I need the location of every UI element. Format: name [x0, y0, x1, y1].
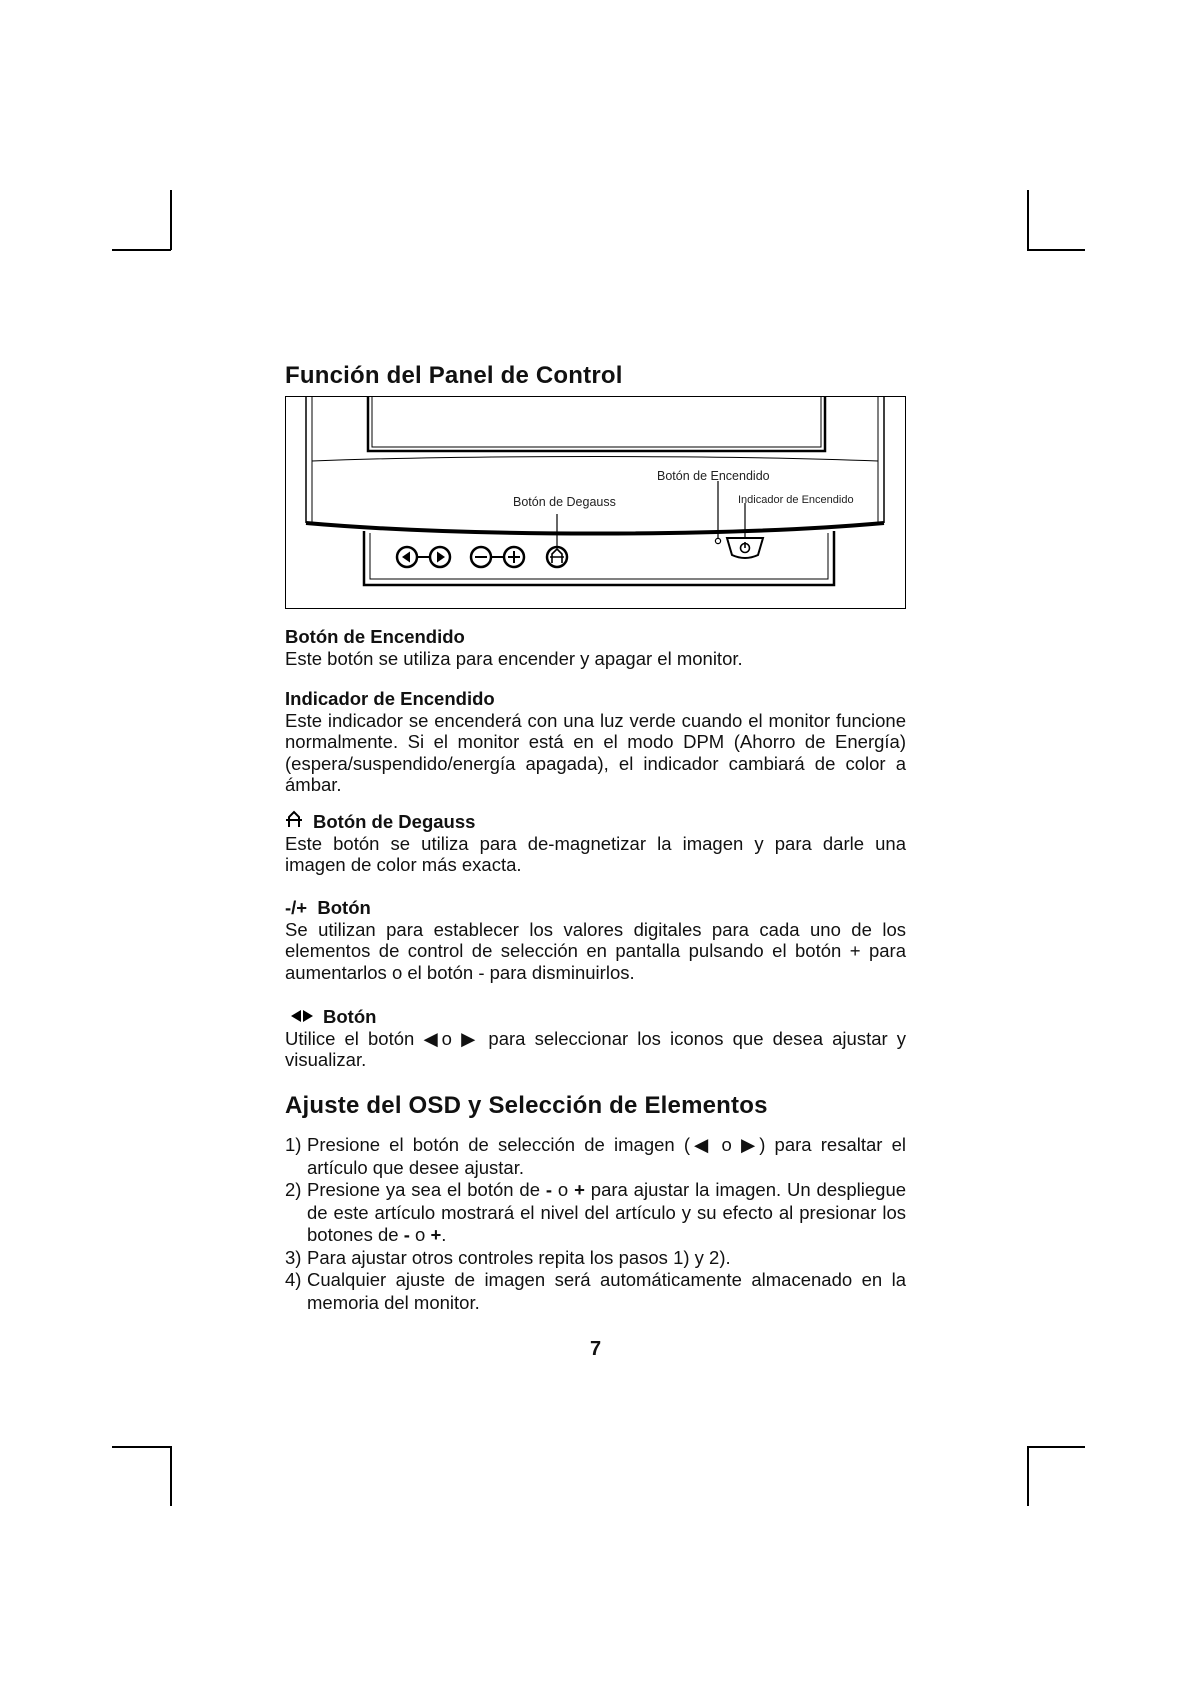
section-body: Se utilizan para establecer los valores digitales para cada uno de los elementos de control de selección en pantalla pulsando el botón + para aumentarlos o el botón - para disminuirlos.	[285, 918, 906, 983]
list-item: 2) Presione ya sea el botón de - o + para ajustar la imagen. Un despliegue de este artículo mostrará el nivel del artículo y su efecto al presionar los botones de - o +.	[285, 1179, 907, 1245]
section-body: Este indicador se encenderá con una luz verde cuando el monitor funcione normalmente. Si el monitor está en el modo DPM (Ahorro de Energía) (espera/suspendido/energía apagada), el indicador cambiará de color a ámbar.	[285, 709, 906, 795]
right-triangle-icon: ▶	[461, 1027, 480, 1049]
degauss-button	[547, 547, 567, 567]
list-item: 4) Cualquier ajuste de imagen será automáticamente almacenado en la memoria del monitor.	[285, 1269, 906, 1313]
section-body: Utilice el botón ◀o ▶ para seleccionar los iconos que desea ajustar y visualizar.	[285, 1027, 907, 1070]
section-body: Este botón se utiliza para encender y apagar el monitor.	[285, 647, 743, 669]
label-power-indicator: Indicador de Encendido	[738, 494, 854, 506]
left-right-arrows-icon	[291, 1006, 313, 1028]
crop-mark-bottom-left-h	[112, 1446, 171, 1448]
crop-mark-bottom-left-v	[170, 1446, 172, 1506]
label-power-button: Botón de Encendido	[657, 469, 770, 483]
section-title: Botón de Degauss	[313, 810, 476, 832]
left-triangle-icon: ◀	[423, 1027, 442, 1049]
right-triangle-icon: ▶	[740, 1134, 760, 1155]
section-body: Este botón se utiliza para de-magnetizar la imagen y para darle una imagen de color más exacta.	[285, 832, 906, 875]
section-title: Botón	[323, 1006, 377, 1027]
section-power-button	[285, 626, 906, 669]
crop-mark-bottom-right-v	[1027, 1446, 1029, 1506]
crop-mark-bottom-right-h	[1027, 1446, 1085, 1448]
degauss-icon	[285, 810, 303, 833]
heading-osd: Ajuste del OSD y Selección de Elementos	[285, 1092, 768, 1119]
list-item: 3) Para ajustar otros controles repita los pasos 1) y 2).	[285, 1246, 731, 1268]
page-number: 7	[589, 1338, 602, 1360]
crop-mark-top-left-v	[170, 190, 172, 250]
section-title: Indicador de Encendido	[285, 688, 495, 709]
section-arrows	[285, 1006, 906, 1071]
section-title: -/+ Botón	[285, 897, 371, 918]
section-power-indicator	[285, 688, 906, 796]
osd-steps-list	[285, 1134, 906, 1314]
section-degauss	[285, 810, 906, 876]
power-led	[715, 538, 720, 543]
minus-button	[471, 547, 491, 567]
right-arrow-button	[430, 547, 450, 567]
control-panel-figure	[285, 396, 906, 609]
plus-button	[504, 547, 524, 567]
section-plus-minus	[285, 897, 906, 983]
power-button	[727, 538, 763, 558]
left-arrow-button	[397, 547, 417, 567]
crop-mark-top-left-h	[112, 249, 171, 251]
crop-mark-top-right-h	[1027, 249, 1085, 251]
left-triangle-icon: ◀	[690, 1134, 713, 1155]
heading-control-panel: Función del Panel de Control	[285, 362, 623, 389]
crop-mark-top-right-v	[1027, 190, 1029, 250]
list-item: 1) Presione el botón de selección de imagen (◀ o ▶) para resaltar el artículo que desee ajustar.	[285, 1134, 907, 1178]
section-title: Botón de Encendido	[285, 626, 465, 647]
label-degauss-button: Botón de Degauss	[513, 495, 616, 509]
